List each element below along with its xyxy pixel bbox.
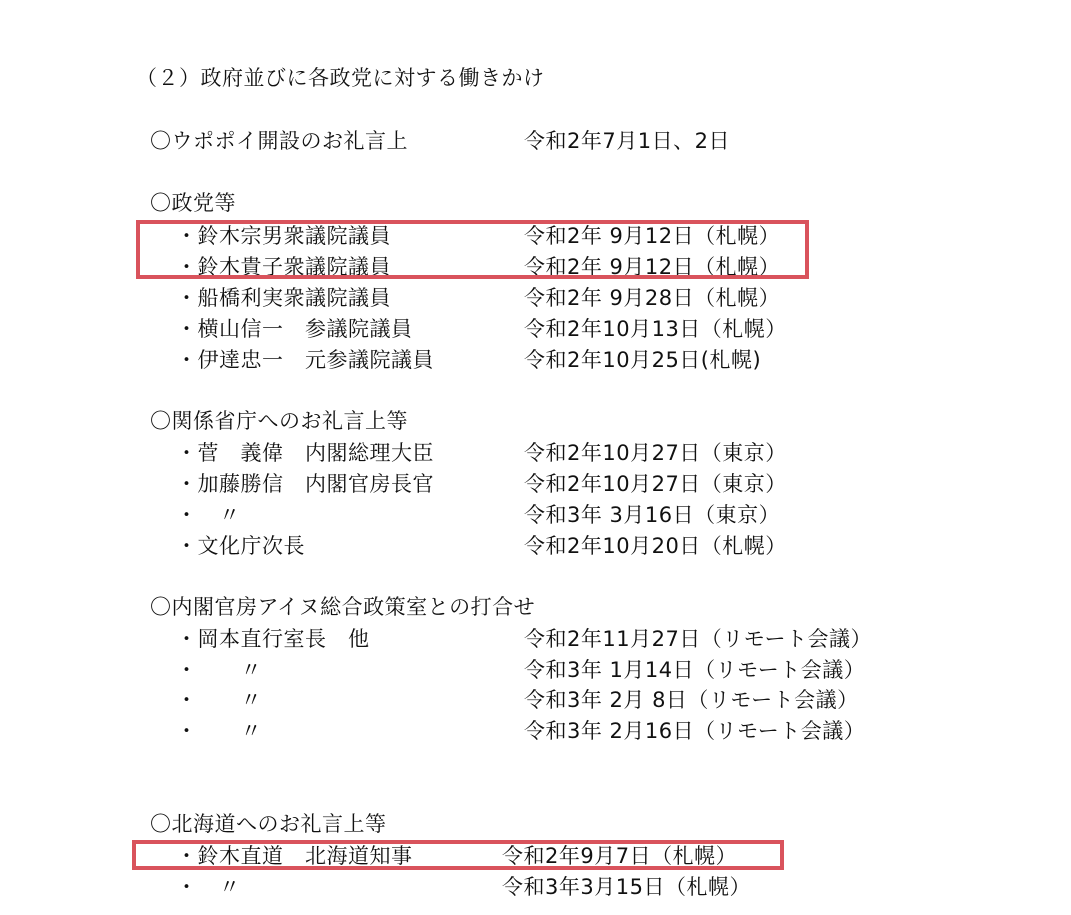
highlight-box-governor (132, 840, 784, 870)
ministries-title: 〇関係省庁へのお礼言上等 (150, 409, 408, 433)
upopoy-date: 令和2年7月1日、2日 (524, 129, 730, 153)
list-item-label: ・ 〃 (176, 875, 241, 899)
list-item-date: 令和2年11月27日（リモート会議） (524, 627, 872, 651)
list-item-label: ・ 〃 (176, 658, 262, 682)
list-item-label: ・加藤勝信 内閣官房長官 (176, 472, 434, 496)
list-item-date: 令和3年 2月 8日（リモート会議） (524, 688, 859, 712)
list-item-label: ・ 〃 (176, 719, 262, 743)
list-item-date: 令和3年 3月16日（東京） (524, 503, 781, 527)
list-item-date: 令和2年10月27日（東京） (524, 472, 787, 496)
list-item-date: 令和2年 9月12日（札幌） (524, 255, 781, 279)
list-item-date: 令和2年10月27日（東京） (524, 441, 787, 465)
list-item-date: 令和2年10月20日（札幌） (524, 534, 787, 558)
list-item-label: ・鈴木貴子衆議院議員 (176, 255, 391, 279)
list-item-date: 令和2年 9月28日（札幌） (524, 286, 781, 310)
highlight-box-suzuki-members (136, 220, 809, 279)
cabinet-title: 〇内閣官房アイヌ総合政策室との打合せ (150, 595, 536, 619)
list-item-label: ・文化庁次長 (176, 534, 305, 558)
list-item-label: ・菅 義偉 内閣総理大臣 (176, 441, 434, 465)
list-item-label: ・岡本直行室長 他 (176, 627, 370, 651)
list-item-date: 令和3年 2月16日（リモート会議） (524, 719, 866, 743)
list-item-date: 令和2年10月25日(札幌) (524, 348, 762, 372)
list-item-label: ・船橋利実衆議院議員 (176, 286, 391, 310)
list-item-label: ・鈴木宗男衆議院議員 (176, 224, 391, 248)
list-item-date: 令和2年9月7日（札幌） (502, 844, 738, 868)
list-item-date: 令和2年 9月12日（札幌） (524, 224, 781, 248)
list-item-label: ・伊達忠一 元参議院議員 (176, 348, 434, 372)
list-item-date: 令和2年10月13日（札幌） (524, 317, 787, 341)
section-heading: （２）政府並びに各政党に対する働きかけ (136, 66, 545, 90)
parties-title: 〇政党等 (150, 191, 236, 215)
list-item-date: 令和3年 1月14日（リモート会議） (524, 658, 866, 682)
upopoy-title: 〇ウポポイ開設のお礼言上 (150, 129, 408, 153)
list-item-label: ・鈴木直道 北海道知事 (176, 844, 413, 868)
list-item-date: 令和3年3月15日（札幌） (502, 875, 751, 899)
list-item-label: ・ 〃 (176, 688, 262, 712)
list-item-label: ・横山信一 参議院議員 (176, 317, 413, 341)
hokkaido-title: 〇北海道へのお礼言上等 (150, 812, 387, 836)
list-item-label: ・ 〃 (176, 503, 241, 527)
